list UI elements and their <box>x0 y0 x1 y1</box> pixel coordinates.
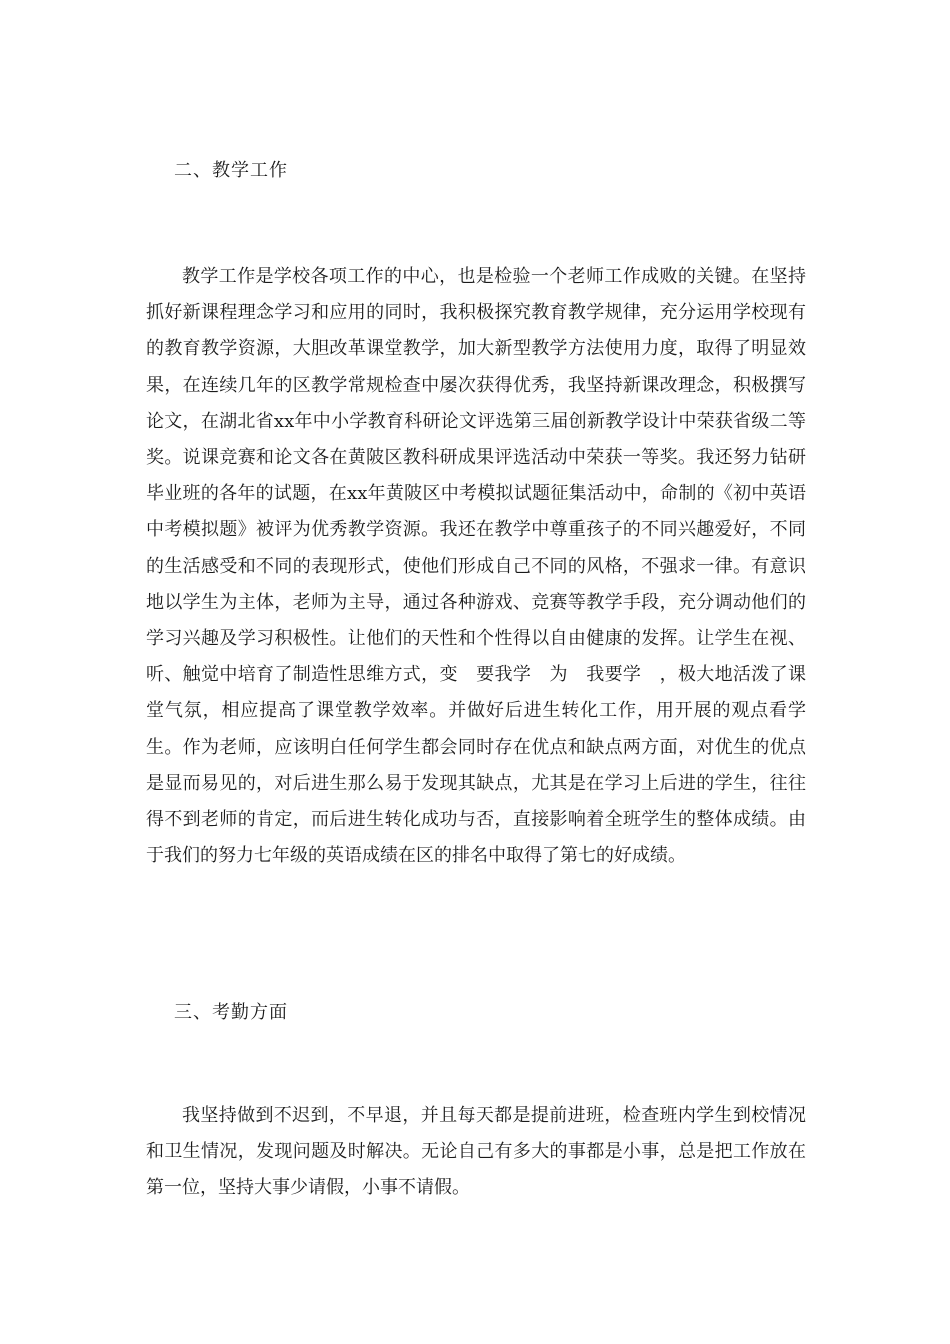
section-paragraph-teaching: 教学工作是学校各项工作的中心，也是检验一个老师工作成败的关键。在坚持抓好新课程理念学习和应用的同时，我积极探究教育教学规律，充分运用学校现有的教育教学资源，大胆改革课堂教学，加大新型教学方法使用力度，取得了明显效果，在连续几年的区教学常规检查中屡次获得优秀，我坚持新课改理念，积极撰写论文，在湖北省xx年中小学教育科研论文评选第三届创新教学设计中荣获省级二等奖。说课竞赛和论文各在黄陂区教科研成果评选活动中荣获一等奖。我还努力钻研毕业班的各年的试题，在xx年黄陂区中考模拟试题征集活动中，命制的《初中英语中考模拟题》被评为优秀教学资源。我还在教学中尊重孩子的不同兴趣爱好，不同的生活感受和不同的表现形式，使他们形成自己不同的风格，不强求一律。有意识地以学生为主体，老师为主导，通过各种游戏、竞赛等教学手段，充分调动他们的学习兴趣及学习积极性。让他们的天性和个性得以自由健康的发挥。让学生在视、听、触觉中培育了制造性思维方式，变 要我学 为 我要学 ，极大地活泼了课堂气氛，相应提高了课堂教学效率。并做好后进生转化工作，用开展的观点看学生。作为老师，应该明白任何学生都会同时存在优点和缺点两方面，对优生的优点是显而易见的，对后进生那么易于发现其缺点，尤其是在学习上后进的学生，往往得不到老师的肯定，而后进生转化成功与否，直接影响着全班学生的整体成绩。由于我们的努力七年级的英语成绩在区的排名中取得了第七的好成绩。 <box>146 266 806 867</box>
section-heading-teaching: 二、教学工作 <box>174 160 288 181</box>
section-heading-attendance: 三、考勤方面 <box>174 1002 288 1023</box>
section-paragraph-attendance: 我坚持做到不迟到，不早退，并且每天都是提前进班，检查班内学生到校情况和卫生情况，发现问题及时解决。无论自己有多大的事都是小事，总是把工作放在第一位，坚持大事少请假，小事不请假。 <box>146 1105 806 1199</box>
